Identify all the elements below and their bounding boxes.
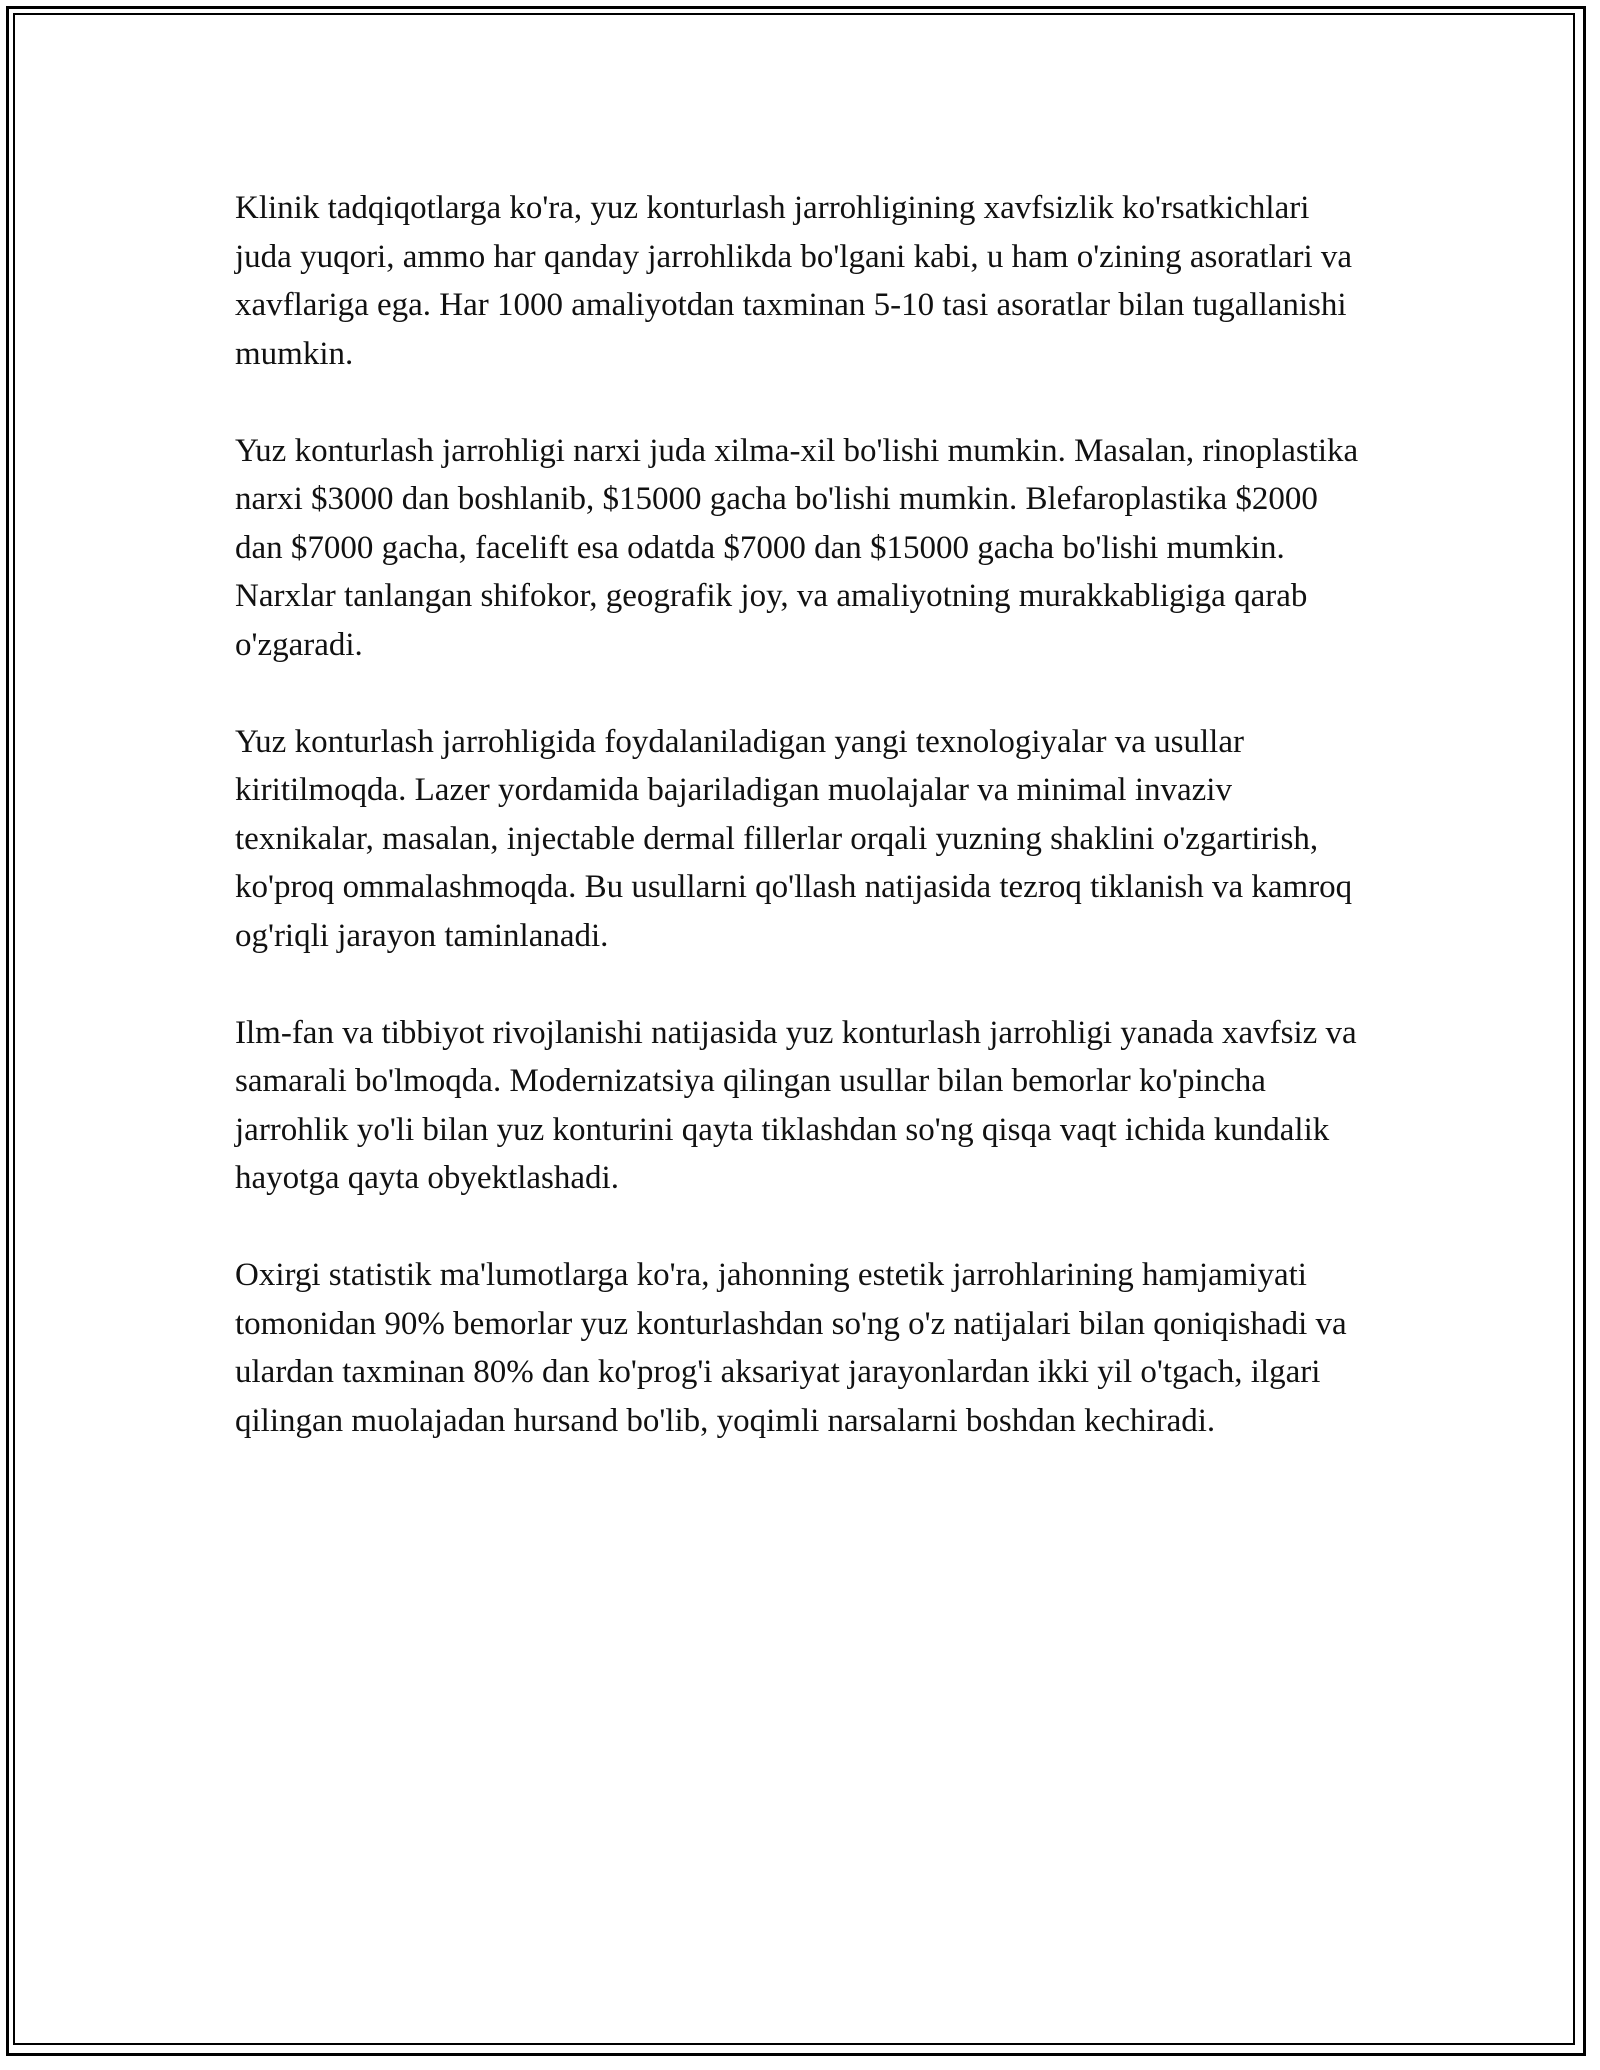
- paragraph-safety: Klinik tadqiqotlarga ko'ra, yuz konturlash jarrohligining xavfsizlik ko'rsatkichlari juda yuqori, ammo har qanday jarrohlikda bo'lgani kabi, u ham o'zining asoratlari va xavflariga ega. Har 1000 amaliyotdan taxminan 5-10 tasi asoratlar bilan tugallanishi mumkin.: [235, 190, 1353, 372]
- paragraph-pricing: Yuz konturlash jarrohligi narxi juda xilma-xil bo'lishi mumkin. Masalan, rinoplastika narxi $3000 dan boshlanib, $15000 gacha bo'lishi mumkin. Blefaroplastika $2000 dan $7000 gacha, facelift esa odatda $7000 dan $15000 gacha bo'lishi mumkin. Narxlar tanlangan shifokor, geografik joy, va amaliyotning murakkabligiga qarab o'zgaradi.: [235, 432, 1359, 663]
- document-body: [235, 184, 1370, 1494]
- paragraph-technologies: Yuz konturlash jarrohligida foydalaniladigan yangi texnologiyalar va usullar kiritilmoqda. Lazer yordamida bajariladigan muolajalar va minimal invaziv texnikalar, masalan, injectable dermal fillerlar orqali yuzning shaklini o'zgartirish, ko'proq ommalashmoqda. Bu usullarni qo'llash natijasida tezroq tiklanish va kamroq og'riqli jarayon taminlanadi.: [235, 723, 1353, 954]
- paragraph-statistics: Oxirgi statistik ma'lumotlarga ko'ra, jahonning estetik jarrohlarining hamjamiyati tomonidan 90% bemorlar yuz konturlashdan so'ng o'z natijalari bilan qoniqishadi va ulardan taxminan 80% dan ko'prog'i aksariyat jarayonlardan ikki yil o'tgach, ilgari qilingan muolajadan hursand bo'lib, yoqimli narsalarni boshdan kechiradi.: [235, 1257, 1347, 1439]
- paragraph-progress: Ilm-fan va tibbiyot rivojlanishi natijasida yuz konturlash jarrohligi yanada xavfsiz va samarali bo'lmoqda. Modernizatsiya qilingan usullar bilan bemorlar ko'pincha jarrohlik yo'li bilan yuz konturini qayta tiklashdan so'ng qisqa vaqt ichida kundalik hayotga qayta obyektlashadi.: [235, 1014, 1357, 1196]
